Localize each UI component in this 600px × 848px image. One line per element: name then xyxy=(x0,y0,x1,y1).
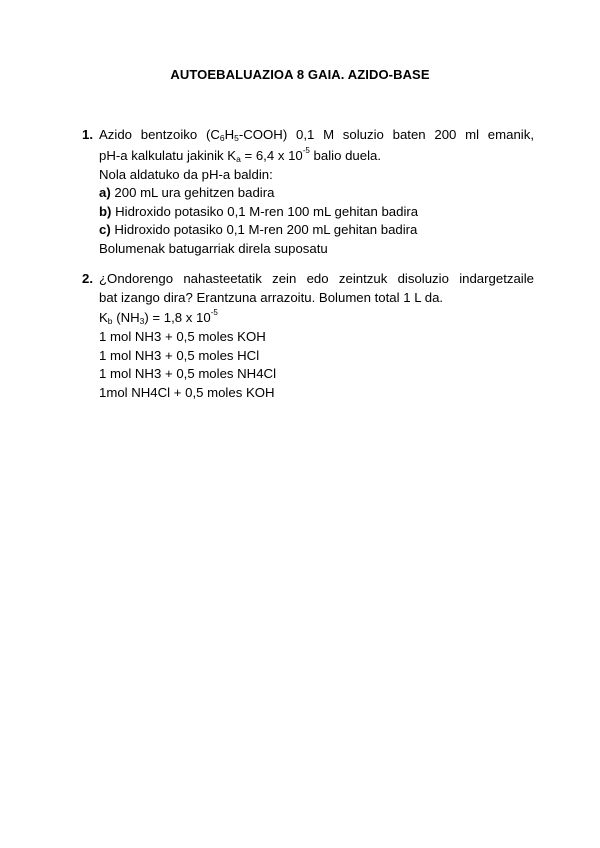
text-fragment: ) = 1,8 x 10 xyxy=(144,310,211,325)
question-body xyxy=(99,126,534,258)
subscript: 5 xyxy=(234,133,239,143)
option-c xyxy=(99,221,534,240)
question-number: 1. xyxy=(82,127,93,142)
subscript: b xyxy=(107,316,113,326)
kb-constant xyxy=(99,307,534,328)
mixture-item: 1mol NH4Cl + 0,5 moles KOH xyxy=(99,384,275,400)
option-text: Hidroxido potasiko 0,1 M-ren 200 mL gehitan badira xyxy=(110,222,418,237)
text-fragment: H xyxy=(224,127,235,142)
option-text: Hidroxido potasiko 0,1 M-ren 100 mL gehitan badira xyxy=(111,203,419,219)
option-label: a) xyxy=(99,185,111,200)
subscript: 3 xyxy=(139,316,145,326)
text-fragment: = 6,4 x 10 xyxy=(240,147,303,163)
text-fragment: Azido bentzoiko (C xyxy=(99,127,220,142)
mixture-item: 1 mol NH3 + 0,5 moles NH4Cl xyxy=(99,366,276,381)
mixture-item: 1 mol NH3 + 0,5 moles HCl xyxy=(99,347,260,363)
text-fragment: balio duela. xyxy=(309,147,382,163)
subscript: a xyxy=(236,153,241,164)
question-number: 2. xyxy=(82,271,93,286)
superscript: -5 xyxy=(302,145,310,155)
question-intro: Nola aldatuko da pH-a baldin: xyxy=(99,166,273,182)
question-text-line: bat izango dira? Erantzuna arrazoitu. Bolumen total 1 L da. xyxy=(99,289,444,305)
text-fragment: pH-a kalkulatu jakinik K xyxy=(99,147,237,163)
page-title: AUTOEBALUAZIOA 8 GAIA. AZIDO-BASE xyxy=(170,67,430,82)
text-fragment: (NH xyxy=(112,310,140,325)
option-text: 200 mL ura gehitzen badira xyxy=(110,185,275,200)
text-fragment: K xyxy=(99,310,108,325)
question-text-line xyxy=(99,126,534,145)
option-b xyxy=(99,203,534,222)
superscript: -5 xyxy=(210,308,218,317)
option-label: b) xyxy=(99,203,112,219)
question-text-line: ¿Ondorengo nahasteetatik zein edo zeintzuk disoluzio indargetzaile xyxy=(99,271,534,286)
question-body xyxy=(99,270,534,402)
question-2 xyxy=(82,270,534,402)
question-note: Bolumenak batugarriak direla suposatu xyxy=(99,240,328,256)
subscript: 6 xyxy=(219,133,225,143)
mixture-item: 1 mol NH3 + 0,5 moles KOH xyxy=(99,329,266,344)
option-a xyxy=(99,184,534,203)
option-label: c) xyxy=(99,222,111,237)
question-text-line xyxy=(99,145,534,166)
text-fragment: -COOH) 0,1 M soluzio baten 200 ml emanik, xyxy=(238,127,534,142)
question-1 xyxy=(82,126,534,258)
